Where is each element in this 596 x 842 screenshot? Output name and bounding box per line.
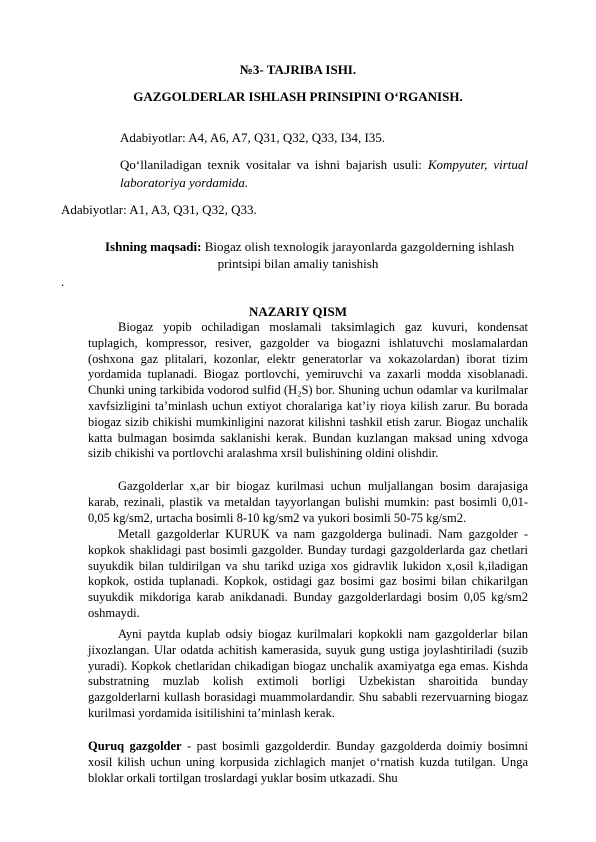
aim-label: Ishning maqsadi: <box>105 239 202 254</box>
tools-label: Qo‘llaniladigan texnik vositalar va ishni bajarish usuli: <box>120 157 422 172</box>
tools-line-2 <box>120 175 248 191</box>
stray-dot: . <box>61 274 65 289</box>
paragraph-5-text: - past bosimli gazgolderdir. Bunday gazgolderda doimiy bosimni xosil kilish uchun uning korpusida zichlagich manjet o‘rnatish kuzda tutilgan. Unga bloklar orkali tortilgan troslardagi yuklar bosim utkazadi. Shu <box>88 739 528 785</box>
aim-text: Biogaz olish texnologik jarayonlarda gazgolderning ishlash <box>204 239 515 254</box>
tools-value-cont: laboratoriya yordamida. <box>120 175 249 190</box>
aim-line <box>105 239 514 255</box>
section-title: NAZARIY QISM <box>248 304 348 319</box>
literature-list-b: Adabiyotlar: A1, A3, Q31, Q32, Q33. <box>61 202 257 217</box>
document-subtitle: GAZGOLDERLAR ISHLASH PRINSIPINI O‘RGANISH. <box>133 89 463 104</box>
paragraph-1: Biogaz yopib ochiladigan moslamali taksimlagich gaz kuvuri, kondensat tuplagich, kompressor, resiver, gazgolder va biogazni ishlatuvchi moslamalardan (oshxona gaz plitalari, kozonlar, elektr generatorlar va xokazolardan) iborat tizim yordamida tuplanadi. Biogaz portlovchi, yemiruvchi va zaxarli modda xisoblanadi. Chunki uning tarkibida vodorod sulfid (H₂S) bor. Shuning uchun odamlar va kurilmalar xavfsizligini ta’minlash uchun extiyot choralariga kat’iy rioya kilish zarur. Bu borada biogaz sizib chikishi mumkinligini nazorat kilishni tashkil etish zarur. Biogaz unchalik katta bulmagan bosimda saklanishi kerak. Bundan kuzlangan maksad uning xdvoga sizib chikishi va portlovchi aralashma xrsil bulishining oldini olishdir. <box>88 320 528 461</box>
aim-line-2: printsipi bilan amaliy tanishish <box>217 256 379 271</box>
paragraph-3: Metall gazgolderlar KURUK va nam gazgolderga bulinadi. Nam gazgolder - kopkok shaklidagi past bosimli gazgolder. Bunday turdagi gazgolderlarda gaz chetlari suyukdik bilan tuldirilgan va shu tarikd uziga xos gidravlik lukidon x,osil k,iladigan kopkok, ostida tuplanadi. Kopkok, ostidagi gaz bosimi gaz bosimi bilan chikarilgan suyukdik mikdoriga karab anikdanadi. Bunday gazgolderlardagi bosim 0,05 kg/sm2 oshmaydi. <box>88 527 528 620</box>
tools-line <box>120 157 528 173</box>
paragraph-5-term: Quruq gazgolder <box>88 739 182 753</box>
document-title: №3- TAJRIBA ISHI. <box>239 62 357 77</box>
paragraph-5 <box>88 739 528 786</box>
paragraph-4: Ayni paytda kuplab odsiy biogaz kurilmalari kopkokli nam gazgolderlar bilan jixozlangan. Ular odatda achitish kamerasida, suyuk gung ustiga joylashtiriladi (suzib yuradi). Kopkok chetlaridan chikadigan biogaz unchalik axamiyatga ega emas. Kishda substratning muzlab kolish extimoli borligi Uzbekistan sharoitida bunday gazgolderlarni kullash borasidagi muammolardandir. Shu sababli rezervuarning biogaz kurilmasi yordamida isitilishini ta’minlash kerak. <box>88 627 528 720</box>
paragraph-2: Gazgolderlar x,ar bir biogaz kurilmasi uchun muljallangan bosim darajasiga karab, rezinali, plastik va metaldan tayyorlangan bulishi mumkin: past bosimli 0,01-0,05 kg/sm2, urtacha bosimli 8-10 kg/sm2 va yukori bosimli 50-75 kg/sm2. <box>88 479 528 525</box>
literature-list-a: Adabiyotlar: A4, A6, A7, Q31, Q32, Q33, I34, I35. <box>120 130 386 145</box>
tools-value: Kompyuter, virtual <box>427 157 528 172</box>
